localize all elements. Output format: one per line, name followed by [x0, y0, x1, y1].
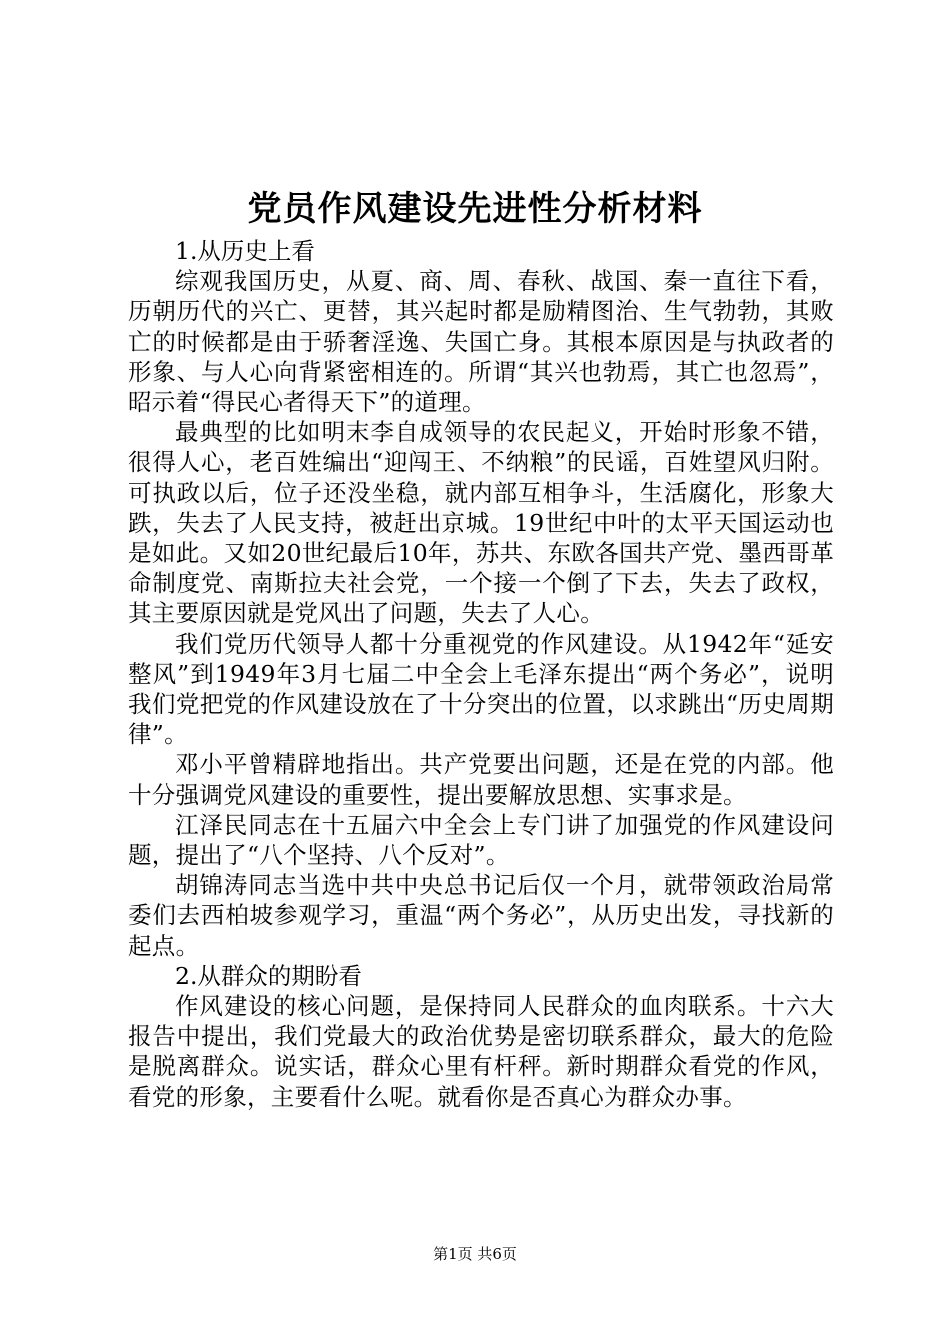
section-heading: 1.从历史上看 — [175, 237, 315, 265]
page-number-footer: 第1页 共6页 — [433, 1245, 517, 1263]
paragraph: 我们党历代领导人都十分重视党的作风建设。从1942年“延安整风”到1949年3月七届二中全会上毛泽东提出“两个务必”，说明我们党把党的作风建设放在了十分突出的位置，以求跳出“历史周期律”。 — [128, 629, 834, 749]
paragraph: 作风建设的核心问题，是保持同人民群众的血肉联系。十六大报告中提出，我们党最大的政治优势是密切联系群众，最大的危险是脱离群众。说实话，群众心里有杆秤。新时期群众看党的作风，看党的形象，主要看什么呢。就看你是否真心为群众办事。 — [128, 992, 834, 1111]
paragraph: 江泽民同志在十五届六中全会上专门讲了加强党的作风建设问题，提出了“八个坚持、八个反对”。 — [128, 810, 834, 870]
paragraph: 胡锦涛同志当选中共中央总书记后仅一个月，就带领政治局常委们去西柏坡参观学习，重温“两个务必”，从历史出发，寻找新的起点。 — [128, 871, 834, 960]
document-title: 党员作风建设先进性分析材料 — [247, 189, 703, 229]
paragraph: 邓小平曾精辟地指出。共产党要出问题，还是在党的内部。他十分强调党风建设的重要性，提出要解放思想、实事求是。 — [128, 750, 834, 809]
section-heading: 2.从群众的期盼看 — [175, 961, 362, 990]
document-body — [128, 236, 834, 1112]
paragraph: 最典型的比如明末李自成领导的农民起义，开始时形象不错，很得人心，老百姓编出“迎闯王、不纳粮”的民谣，百姓望风归附。可执政以后，位子还没坐稳，就内部互相争斗，生活腐化，形象大跌，失去了人民支持，被赶出京城。19世纪中叶的太平天国运动也是如此。又如20世纪最后10年，苏共、东欧各国共产党、墨西哥革命制度党、南斯拉夫社会党，一个接一个倒了下去，失去了政权，其主要原因就是党风出了问题，失去了人心。 — [128, 418, 834, 628]
paragraph: 综观我国历史，从夏、商、周、春秋、战国、秦一直往下看，历朝历代的兴亡、更替，其兴起时都是励精图治、生气勃勃，其败亡的时候都是由于骄奢淫逸、失国亡身。其根本原因是与执政者的形象、与人心向背紧密相连的。所谓“其兴也勃焉，其亡也忽焉”，昭示着“得民心者得天下”的道理。 — [128, 267, 834, 417]
